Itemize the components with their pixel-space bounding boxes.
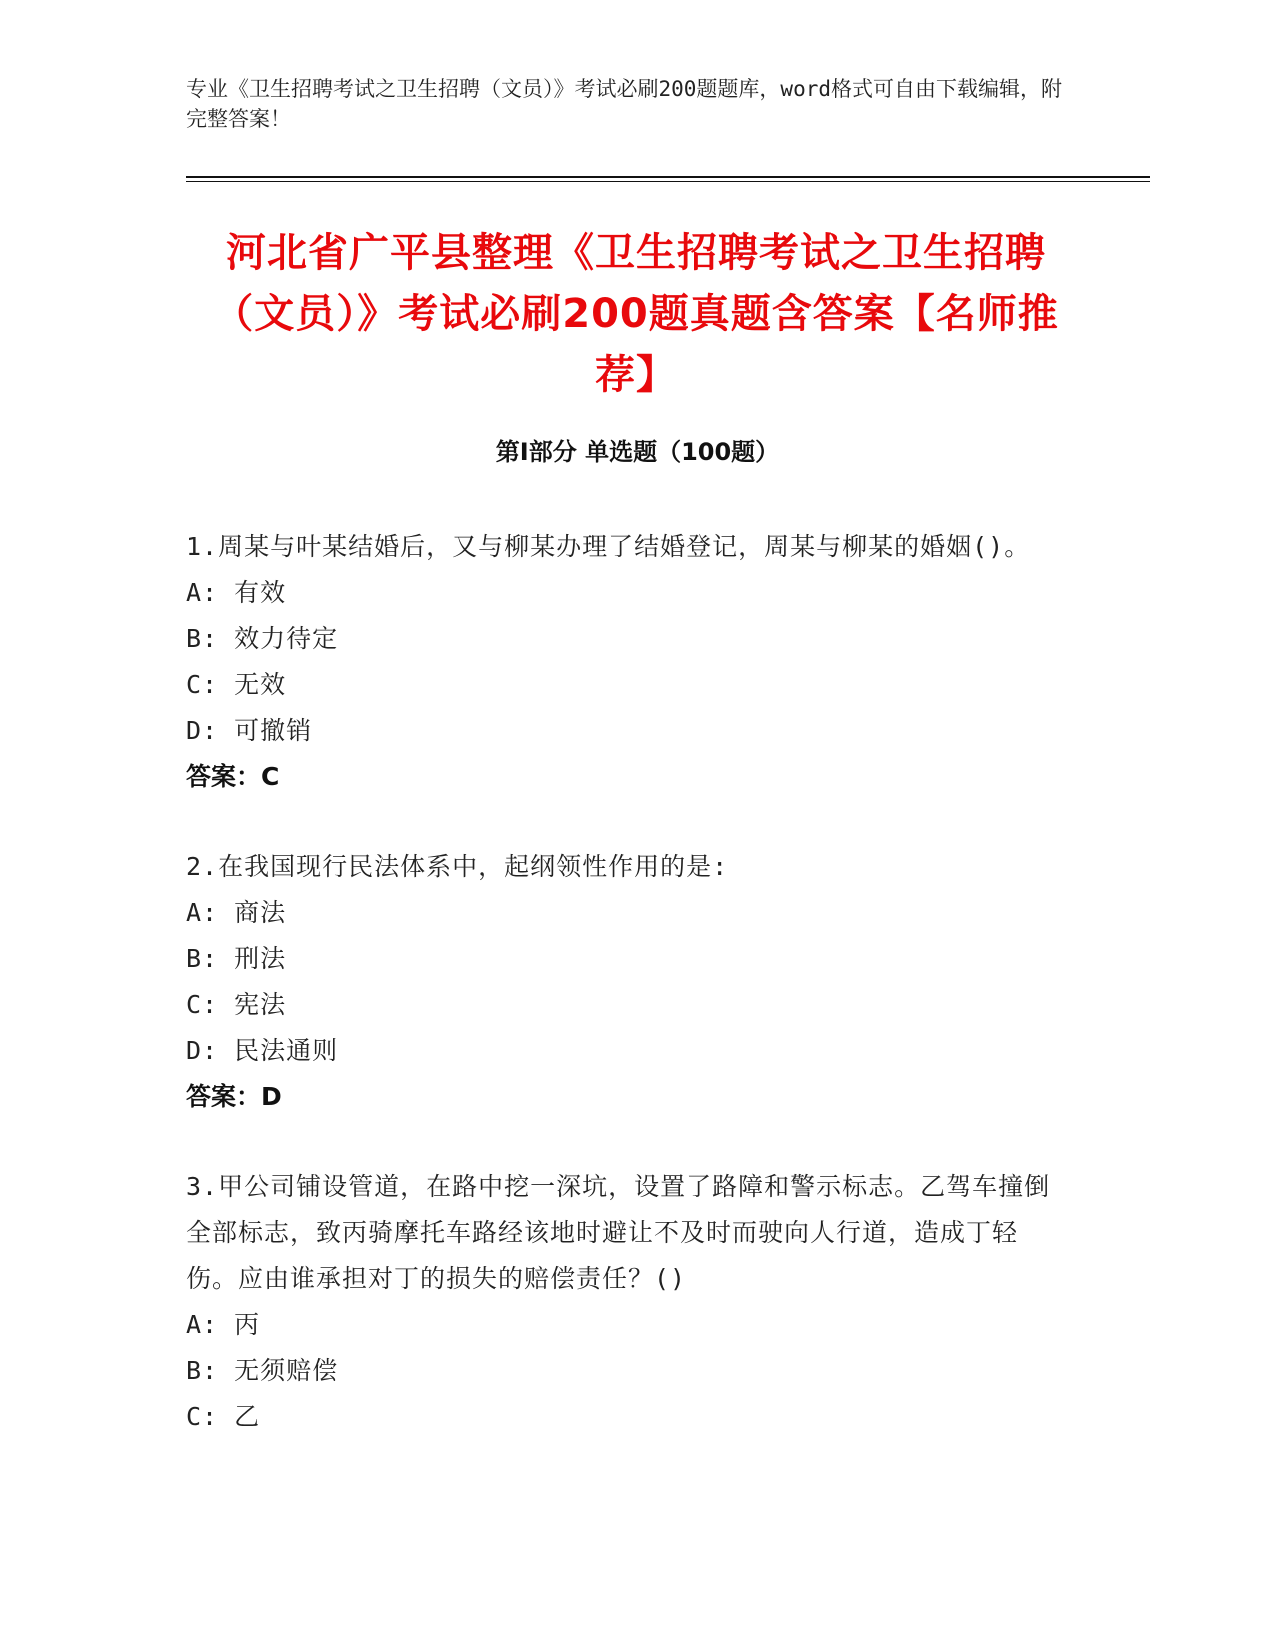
header-rule-thick xyxy=(186,176,1150,178)
question-2 xyxy=(186,844,1066,1120)
section-heading: 第Ⅰ部分 单选题（100题） xyxy=(495,438,780,466)
option-b: B: 无须赔偿 xyxy=(186,1356,339,1385)
question-stem: 1.周某与叶某结婚后，又与柳某办理了结婚登记，周某与柳某的婚姻()。 xyxy=(186,532,1031,561)
answer-line: 答案：D xyxy=(186,1082,282,1111)
header-rule-thin xyxy=(186,181,1150,182)
option-c: C: 宪法 xyxy=(186,990,287,1019)
question-stem: 3.甲公司铺设管道，在路中挖一深坑，设置了路障和警示标志。乙驾车撞倒全部标志，致丙骑摩托车路经该地时避让不及时而驶向人行道，造成丁轻伤。应由谁承担对丁的损失的赔偿责任？() xyxy=(186,1172,1051,1293)
option-d: D: 可撤销 xyxy=(186,716,313,745)
option-a: A: 丙 xyxy=(186,1310,261,1339)
option-d: D: 民法通则 xyxy=(186,1036,339,1065)
option-b: B: 效力待定 xyxy=(186,624,339,653)
question-3 xyxy=(186,1164,1066,1440)
question-list xyxy=(186,524,1066,1484)
option-b: B: 刑法 xyxy=(186,944,287,973)
answer-line: 答案：C xyxy=(186,762,280,791)
option-a: A: 有效 xyxy=(186,578,287,607)
document-title: 河北省广平县整理《卫生招聘考试之卫生招聘（文员）》考试必刷200题真题含答案【名师推荐】 xyxy=(213,230,1059,398)
question-stem: 2.在我国现行民法体系中，起纲领性作用的是: xyxy=(186,852,729,881)
header-note: 专业《卫生招聘考试之卫生招聘（文员）》考试必刷200题题库，word格式可自由下载编辑，附完整答案！ xyxy=(186,77,1062,131)
question-1 xyxy=(186,524,1066,800)
option-a: A: 商法 xyxy=(186,898,287,927)
option-c: C: 乙 xyxy=(186,1402,261,1431)
option-c: C: 无效 xyxy=(186,670,287,699)
